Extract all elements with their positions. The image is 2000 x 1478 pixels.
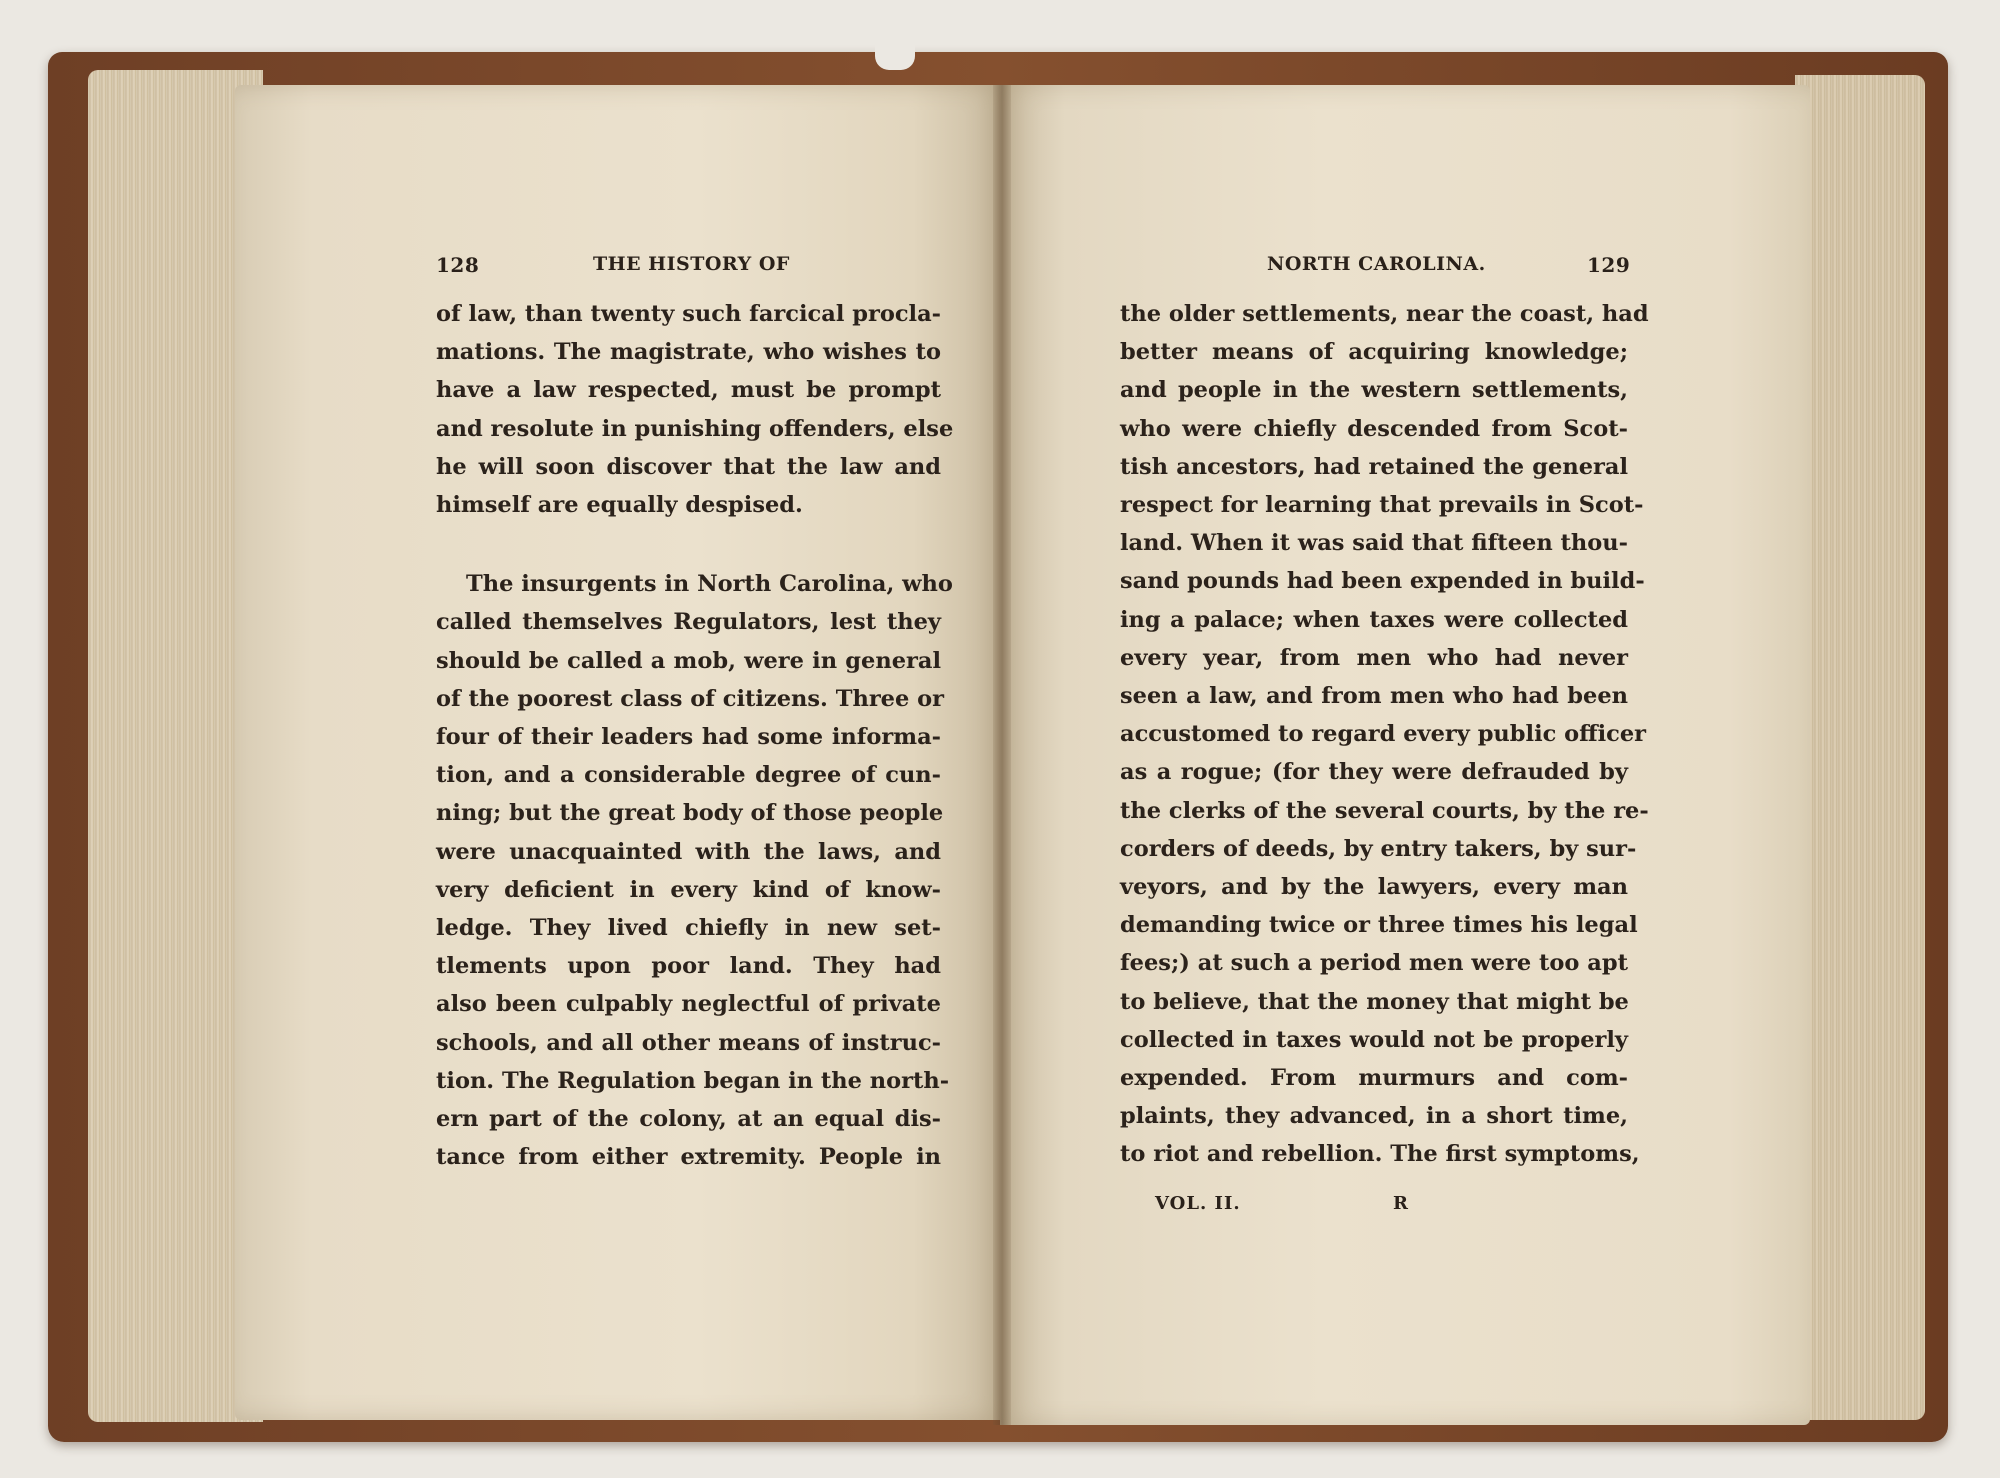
paragraph-gap (436, 524, 941, 565)
text-line: called themselves Regulators, lest they (436, 609, 941, 636)
text-line: very deficient in every kind of know- (436, 876, 941, 903)
text-line: also been culpably neglectful of private (436, 991, 941, 1018)
text-line: and resolute in punishing offenders, else (436, 415, 954, 442)
text-line: land. When it was said that fifteen thou- (1120, 530, 1628, 557)
text-line: he will soon discover that the law and (436, 453, 941, 480)
text-line: seen a law, and from men who had been (1120, 683, 1628, 710)
text-line: have a law respected, must be prompt (436, 377, 941, 404)
right-page-edges (1795, 75, 1925, 1420)
text-line: tion, and a considerable degree of cun- (436, 762, 941, 789)
text-line: plaints, they advanced, in a short time, (1120, 1103, 1628, 1130)
text-line: better means of acquiring knowledge; (1120, 339, 1628, 366)
text-line: to believe, that the money that might be (1120, 988, 1629, 1015)
right-running-head: NORTH CAROLINA. (1267, 253, 1486, 275)
right-page-text (1120, 295, 1649, 1174)
text-line: tion. The Regulation began in the north- (436, 1067, 950, 1094)
text-line: should be called a mob, were in general (436, 647, 941, 674)
text-line: tish ancestors, had retained the general (1120, 453, 1628, 480)
text-line: tance from either extremity. People in (436, 1144, 941, 1171)
text-line: respect for learning that prevails in Scot- (1120, 492, 1644, 519)
text-line: demanding twice or three times his legal (1120, 912, 1638, 939)
right-page-number: 129 (1587, 253, 1631, 277)
text-line: four of their leaders had some informa- (436, 724, 941, 751)
text-line: ern part of the colony, at an equal dis- (436, 1106, 941, 1133)
text-line: sand pounds had been expended in build- (1120, 568, 1645, 595)
book-gutter (993, 85, 1011, 1425)
volume-mark: VOL. II. (1155, 1193, 1241, 1214)
text-line: every year, from men who had never (1120, 644, 1628, 671)
text-line: ning; but the great body of those people (436, 800, 944, 827)
text-line: corders of deeds, by entry takers, by sur- (1120, 835, 1637, 862)
text-line: who were chiefly descended from Scot- (1120, 415, 1628, 442)
text-line: the older settlements, near the coast, had (1120, 301, 1649, 327)
spine-notch (875, 40, 915, 70)
text-line: expended. From murmurs and com- (1120, 1065, 1628, 1092)
text-line: The insurgents in North Carolina, who (466, 571, 953, 598)
left-page-text (436, 295, 954, 1176)
text-line: were unacquainted with the laws, and (436, 838, 941, 865)
text-line: as a rogue; (for they were defrauded by (1120, 759, 1628, 786)
text-line: tlements upon poor land. They had (436, 953, 941, 980)
text-line: fees;) at such a period men were too apt (1120, 950, 1628, 977)
text-line: the clerks of the several courts, by the re- (1120, 797, 1649, 824)
left-page-number: 128 (436, 253, 480, 277)
text-line: veyors, and by the lawyers, every man (1120, 874, 1628, 901)
text-line: himself are equally despised. (436, 492, 803, 519)
text-line: of law, than twenty such farcical procla- (436, 301, 941, 327)
text-line: to riot and rebellion. The first symptoms, (1120, 1141, 1640, 1168)
signature-mark: R (1393, 1193, 1409, 1214)
text-line: mations. The magistrate, who wishes to (436, 339, 941, 366)
text-line: accustomed to regard every public officer (1120, 721, 1647, 748)
text-line: schools, and all other means of instruc- (436, 1029, 941, 1056)
text-line: ledge. They lived chiefly in new set- (436, 915, 941, 942)
text-line: and people in the western settlements, (1120, 377, 1628, 404)
text-line: collected in taxes would not be properly (1120, 1026, 1628, 1053)
left-running-head: THE HISTORY OF (593, 253, 790, 275)
text-line: ing a palace; when taxes were collected (1120, 606, 1628, 633)
text-line: of the poorest class of citizens. Three or (436, 685, 944, 712)
